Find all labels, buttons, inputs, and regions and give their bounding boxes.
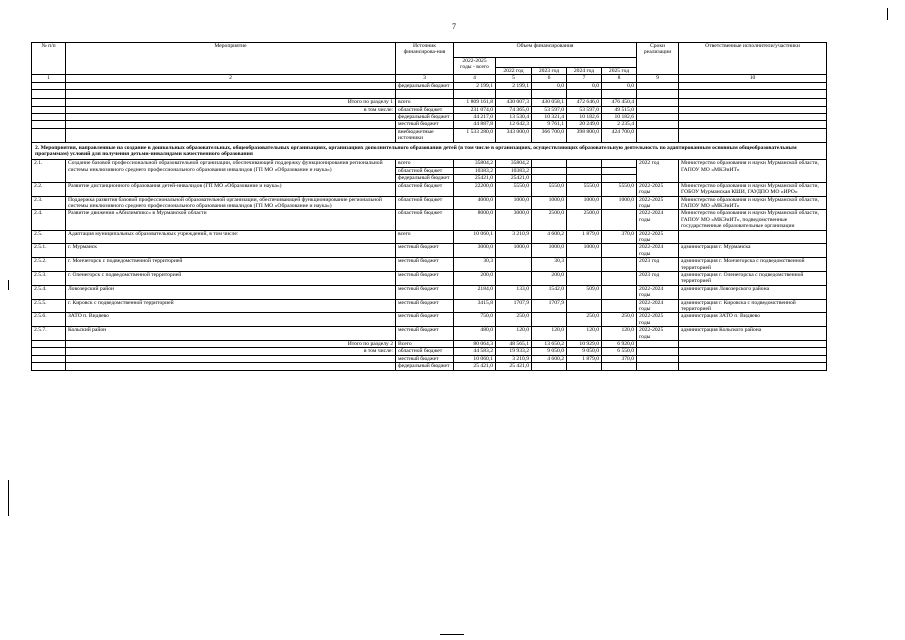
- table-body: [32, 82, 827, 370]
- summary-label: [66, 82, 396, 89]
- amount-total: 480,0: [454, 327, 496, 341]
- cell-empty: [32, 99, 66, 106]
- column-number: 5: [496, 75, 532, 82]
- amount-y2023: 200,0: [532, 271, 567, 285]
- amount-y2022: 2 199,1: [496, 82, 532, 89]
- header-year: 2025 год: [602, 68, 637, 75]
- implementation-terms: 2022-2024 годы: [637, 285, 679, 299]
- funding-source: местный бюджет: [396, 355, 454, 362]
- amount-y2024: 1 879,0: [567, 355, 602, 362]
- amount-y2024: 472 646,0: [567, 99, 602, 106]
- amount-y2022: 3 210,9: [496, 355, 532, 362]
- amount-y2022: 5550,0: [496, 182, 532, 196]
- row-number: 2.5.: [32, 230, 66, 244]
- funding-source: местный бюджет: [396, 258, 454, 272]
- table-row: [32, 285, 827, 299]
- margin-mark: [8, 280, 9, 290]
- amount-y2025: [602, 167, 637, 174]
- funding-source: местный бюджет: [396, 121, 454, 128]
- event-name: Создание базовой профессиональной образовательной организации, обеспечивающей поддержку функционирования региональной системы инклюзивного среднего профессионального образования инвалидов (ГП МО «Образование и наука»): [66, 160, 396, 182]
- cell-empty: [637, 90, 679, 99]
- amount-y2025: 0,0: [602, 82, 637, 89]
- column-number: 2: [66, 75, 396, 82]
- table-row: [32, 244, 827, 258]
- amount-y2025: 49 515,0: [602, 106, 637, 113]
- amount-y2023: [532, 160, 567, 167]
- amount-total: 8000,0: [454, 210, 496, 230]
- summary-label: [66, 363, 396, 370]
- amount-y2023: 1000,0: [532, 244, 567, 258]
- header-total: 2022-2025 годы - всего: [454, 58, 496, 75]
- amount-y2022: 48 565,1: [496, 341, 532, 348]
- amount-y2022: 13 530,4: [496, 114, 532, 121]
- cell-empty: [637, 114, 679, 121]
- amount-y2025: [602, 271, 637, 285]
- page-edge-mark: [887, 8, 888, 20]
- responsible-party: администрация Ловозерского района: [679, 285, 827, 299]
- cell-empty: [496, 90, 532, 99]
- cell-empty: [32, 82, 66, 89]
- amount-y2025: [602, 160, 637, 167]
- amount-y2024: 0,0: [567, 82, 602, 89]
- cell-empty: [637, 99, 679, 106]
- event-name: ЗАТО п. Видяево: [66, 313, 396, 327]
- column-number: 7: [567, 75, 602, 82]
- funding-source: местный бюджет: [396, 271, 454, 285]
- cell-empty: [679, 121, 827, 128]
- cell-empty: [637, 121, 679, 128]
- amount-y2022: 74 365,0: [496, 106, 532, 113]
- amount-y2024: 10 929,0: [567, 341, 602, 348]
- funding-source: областной бюджет: [396, 196, 454, 210]
- amount-y2025: 120,0: [602, 327, 637, 341]
- row-number: 2.5.1.: [32, 244, 66, 258]
- responsible-party: Министерство образования и науки Мурманской области, ГАПОУ МО «МКЭиИТ»: [679, 196, 827, 210]
- amount-y2022: 25 421,0: [496, 363, 532, 370]
- cell-empty: [679, 341, 827, 348]
- amount-total: 3415,8: [454, 299, 496, 313]
- summary-row: [32, 114, 827, 121]
- header-no: № п/п: [32, 43, 66, 75]
- funding-source: всего: [396, 230, 454, 244]
- cell-empty: [396, 90, 454, 99]
- amount-y2024: 250,0: [567, 313, 602, 327]
- amount-y2025: 5550,0: [602, 182, 637, 196]
- summary-row: [32, 99, 827, 106]
- amount-y2022: [496, 258, 532, 272]
- summary-label: Итого по разделу 1: [66, 99, 396, 106]
- summary-row: [32, 121, 827, 128]
- event-name: Кольский район: [66, 327, 396, 341]
- amount-y2024: [567, 175, 602, 182]
- amount-y2025: [602, 258, 637, 272]
- amount-y2022: 25421,0: [496, 175, 532, 182]
- amount-y2025: [602, 285, 637, 299]
- implementation-terms: 2022-2025 годы: [637, 196, 679, 210]
- event-name: Развитие движения «Абилимпикс» в Мурманской области: [66, 210, 396, 230]
- amount-total: 30,3: [454, 258, 496, 272]
- amount-y2022: [496, 271, 532, 285]
- amount-y2025: 476 450,4: [602, 99, 637, 106]
- cell-empty: [679, 82, 827, 89]
- amount-y2023: 13 650,2: [532, 341, 567, 348]
- column-numbers-row: [32, 75, 827, 82]
- cell-empty: [66, 90, 396, 99]
- amount-total: 10383,2: [454, 167, 496, 174]
- amount-total: 2184,0: [454, 285, 496, 299]
- funding-source: областной бюджет: [396, 348, 454, 355]
- amount-y2022: 250,0: [496, 313, 532, 327]
- header-year: 2023 год: [532, 68, 567, 75]
- amount-y2023: 30,3: [532, 258, 567, 272]
- amount-total: 44 217,0: [454, 114, 496, 121]
- funding-source: областной бюджет: [396, 182, 454, 196]
- implementation-terms: 2022-2024 годы: [637, 299, 679, 313]
- amount-y2025: 10 182,6: [602, 114, 637, 121]
- amount-y2022: 1000,0: [496, 196, 532, 210]
- amount-total: 35804,2: [454, 160, 496, 167]
- amount-total: 4000,0: [454, 196, 496, 210]
- funding-source: местный бюджет: [396, 313, 454, 327]
- amount-y2023: 2500,0: [532, 210, 567, 230]
- table-row: [32, 160, 827, 167]
- event-name: г. Оленегорск с подведомственной территорией: [66, 271, 396, 285]
- amount-y2023: 430 058,1: [532, 99, 567, 106]
- amount-y2023: [532, 167, 567, 174]
- funding-source: местный бюджет: [396, 327, 454, 341]
- amount-y2024: 9 050,0: [567, 348, 602, 355]
- table-row: [32, 210, 827, 230]
- cell-empty: [637, 341, 679, 348]
- amount-total: 200,0: [454, 271, 496, 285]
- amount-y2023: [532, 175, 567, 182]
- column-number: 4: [454, 75, 496, 82]
- column-number: 9: [637, 75, 679, 82]
- responsible-party: Министерство образования и науки Мурманской области, ГАПОУ МО «МКЭиИТ»: [679, 160, 827, 182]
- amount-total: 750,0: [454, 313, 496, 327]
- funding-source: федеральный бюджет: [396, 114, 454, 121]
- amount-y2023: 1000,0: [532, 196, 567, 210]
- funding-source: местный бюджет: [396, 285, 454, 299]
- summary-row: [32, 106, 827, 113]
- table-row: [32, 313, 827, 327]
- cell-empty: [637, 106, 679, 113]
- amount-y2023: 1707,9: [532, 299, 567, 313]
- amount-y2022: 120,0: [496, 327, 532, 341]
- event-name: г. Кировск с подведомственной территорией: [66, 299, 396, 313]
- cell-empty: [32, 121, 66, 128]
- summary-label: в том числе:: [66, 106, 396, 113]
- cell-empty: [32, 363, 66, 370]
- amount-y2025: [602, 244, 637, 258]
- column-number: 6: [532, 75, 567, 82]
- amount-y2024: 120,0: [567, 327, 602, 341]
- event-name: г. Мурманск: [66, 244, 396, 258]
- header-resp: Ответственные исполнители/участники: [679, 43, 827, 75]
- column-number: 10: [679, 75, 827, 82]
- amount-y2023: 1542,0: [532, 285, 567, 299]
- amount-total: 25421,0: [454, 175, 496, 182]
- cell-empty: [32, 341, 66, 348]
- responsible-party: администрация Кольского района: [679, 327, 827, 341]
- amount-y2022: 10383,2: [496, 167, 532, 174]
- section-title-row: [32, 142, 827, 160]
- summary-row: [32, 341, 827, 348]
- responsible-party: администрация г. Мончегорска с подведомственной территорией: [679, 258, 827, 272]
- amount-y2023: 4 600,2: [532, 355, 567, 362]
- column-number: 8: [602, 75, 637, 82]
- row-number: 2.5.7.: [32, 327, 66, 341]
- responsible-party: администрация ЗАТО п. Видяево: [679, 313, 827, 327]
- amount-total: 25 421,0: [454, 363, 496, 370]
- amount-y2024: 20 249,0: [567, 121, 602, 128]
- summary-label: Итого по разделу 2: [66, 341, 396, 348]
- margin-mark: [8, 480, 9, 516]
- table-row: [32, 271, 827, 285]
- cell-empty: [32, 355, 66, 362]
- cell-empty: [32, 90, 66, 99]
- amount-y2024: 2500,0: [567, 210, 602, 230]
- cell-empty: [679, 106, 827, 113]
- amount-y2023: 4 600,2: [532, 230, 567, 244]
- cell-empty: [532, 90, 567, 99]
- implementation-terms: 2022-2025 годы: [637, 327, 679, 341]
- footer-mark: [440, 634, 464, 635]
- amount-y2025: 1000,0: [602, 196, 637, 210]
- row-number: 2.2.: [32, 182, 66, 196]
- amount-y2023: 53 597,0: [532, 106, 567, 113]
- amount-y2025: 424 700,0: [602, 128, 637, 142]
- amount-y2024: 5550,0: [567, 182, 602, 196]
- cell-empty: [602, 90, 637, 99]
- amount-y2022: 19 933,2: [496, 348, 532, 355]
- amount-y2023: 9 761,1: [532, 121, 567, 128]
- table-header: [32, 43, 827, 83]
- event-name: Развитие дистанционного образования детей-инвалидов (ГП МО «Образование и наука»): [66, 182, 396, 196]
- amount-y2023: 5550,0: [532, 182, 567, 196]
- table-row: [32, 230, 827, 244]
- responsible-party: администрация г. Кировска с подведомственной территорией: [679, 299, 827, 313]
- responsible-party: администрация г. Мурманска: [679, 244, 827, 258]
- row-number: 2.5.3.: [32, 271, 66, 285]
- amount-y2023: [532, 313, 567, 327]
- column-number: 1: [32, 75, 66, 82]
- header-year: 2022 год: [496, 68, 532, 75]
- amount-y2023: 10 321,4: [532, 114, 567, 121]
- cell-empty: [32, 114, 66, 121]
- funding-source: областной бюджет: [396, 167, 454, 174]
- amount-y2024: 10 182,6: [567, 114, 602, 121]
- implementation-terms: 2022-2025 годы: [637, 182, 679, 196]
- funding-source: федеральный бюджет: [396, 82, 454, 89]
- funding-source: областной бюджет: [396, 210, 454, 230]
- amount-y2022: 3000,0: [496, 210, 532, 230]
- amount-y2024: 1 879,0: [567, 230, 602, 244]
- table-row: [32, 196, 827, 210]
- funding-source: федеральный бюджет: [396, 363, 454, 370]
- cell-empty: [637, 128, 679, 142]
- row-number: 2.1.: [32, 160, 66, 182]
- cell-empty: [637, 355, 679, 362]
- amount-y2022: 1707,9: [496, 299, 532, 313]
- header-event: Мероприятие: [66, 43, 396, 75]
- amount-total: 3000,0: [454, 244, 496, 258]
- funding-source: местный бюджет: [396, 299, 454, 313]
- section-title: 2. Мероприятия, направленные на создание в дошкольных образовательных, общеобразовательных организациях, организациях дополнительного образования детей (в том числе в организациях, осуществляющих образовательную деятельность по адаптированным основным общеобразовательным программам) условий для получения детьми-инвалидами качественного образования: [32, 142, 827, 160]
- table-row: [32, 299, 827, 313]
- spacer-row: [32, 90, 827, 99]
- financing-table: [31, 42, 827, 371]
- amount-y2024: [567, 363, 602, 370]
- amount-y2024: 509,0: [567, 285, 602, 299]
- amount-y2022: 430 007,3: [496, 99, 532, 106]
- summary-label: [66, 114, 396, 121]
- row-number: 2.4.: [32, 210, 66, 230]
- row-number: 2.5.4.: [32, 285, 66, 299]
- amount-y2025: 6 920,0: [602, 341, 637, 348]
- page-number: 7: [452, 22, 456, 31]
- cell-empty: [567, 90, 602, 99]
- column-number: 3: [396, 75, 454, 82]
- summary-label: [66, 121, 396, 128]
- amount-y2025: 6 550,0: [602, 348, 637, 355]
- cell-empty: [679, 348, 827, 355]
- row-number: 2.5.2.: [32, 258, 66, 272]
- implementation-terms: 2022 год: [637, 160, 679, 182]
- amount-y2024: 53 597,0: [567, 106, 602, 113]
- cell-empty: [679, 128, 827, 142]
- amount-y2025: [602, 175, 637, 182]
- amount-y2022: 343 000,0: [496, 128, 532, 142]
- cell-empty: [637, 363, 679, 370]
- event-name: г. Мончегорск с подведомственной территорией: [66, 258, 396, 272]
- amount-y2023: 120,0: [532, 327, 567, 341]
- implementation-terms: 2022-2025 годы: [637, 313, 679, 327]
- implementation-terms: 2022-2025 годы: [637, 230, 679, 244]
- summary-row: [32, 363, 827, 370]
- amount-y2023: [532, 363, 567, 370]
- header-terms: Сроки реализации: [637, 43, 679, 75]
- summary-row: [32, 355, 827, 362]
- table-row: [32, 327, 827, 341]
- amount-y2023: 366 700,0: [532, 128, 567, 142]
- amount-y2022: 12 642,3: [496, 121, 532, 128]
- cell-empty: [637, 82, 679, 89]
- cell-empty: [454, 90, 496, 99]
- cell-empty: [32, 128, 66, 142]
- funding-source: внебюджетные источники: [396, 128, 454, 142]
- amount-total: 2 199,1: [454, 82, 496, 89]
- amount-y2025: 2 235,4: [602, 121, 637, 128]
- implementation-terms: 2022-2024 годы: [637, 210, 679, 230]
- amount-total: 80 064,3: [454, 341, 496, 348]
- cell-empty: [679, 99, 827, 106]
- amount-y2025: [602, 299, 637, 313]
- event-name: Поддержка развития базовой профессиональной образовательной организации, обеспечивающей функционирование региональной системы инклюзивного среднего профессионального образования инвалидов (ГП МО «Образование и наука»): [66, 196, 396, 210]
- amount-total: 44 887,8: [454, 121, 496, 128]
- funding-source: всего: [396, 99, 454, 106]
- amount-y2022: 133,0: [496, 285, 532, 299]
- table-row: [32, 258, 827, 272]
- event-name: Адаптация муниципальных образовательных учреждений, в том числе:: [66, 230, 396, 244]
- summary-row: [32, 348, 827, 355]
- implementation-terms: 2023 год: [637, 271, 679, 285]
- summary-label: в том числе:: [66, 348, 396, 355]
- amount-total: 231 074,0: [454, 106, 496, 113]
- amount-total: 10 060,1: [454, 230, 496, 244]
- amount-y2022: 1000,0: [496, 244, 532, 258]
- amount-y2023: 0,0: [532, 82, 567, 89]
- amount-y2025: 250,0: [602, 313, 637, 327]
- amount-y2024: [567, 258, 602, 272]
- funding-source: федеральный бюджет: [396, 175, 454, 182]
- amount-y2025: [602, 210, 637, 230]
- responsible-party: администрация г. Оленегорска с подведомственной территорией: [679, 271, 827, 285]
- amount-total: 10 060,1: [454, 355, 496, 362]
- summary-label: [66, 355, 396, 362]
- implementation-terms: 2023 год: [637, 258, 679, 272]
- amount-y2023: 9 050,0: [532, 348, 567, 355]
- amount-y2024: [567, 271, 602, 285]
- funding-source: местный бюджет: [396, 244, 454, 258]
- amount-y2022: 35804,2: [496, 160, 532, 167]
- cell-empty: [679, 363, 827, 370]
- header-year: 2024 год: [567, 68, 602, 75]
- amount-y2024: 1000,0: [567, 196, 602, 210]
- funding-source: областной бюджет: [396, 106, 454, 113]
- header-source: Источник финансирова-ния: [396, 43, 454, 75]
- amount-y2025: 370,0: [602, 230, 637, 244]
- amount-y2025: 370,0: [602, 355, 637, 362]
- cell-empty: [637, 348, 679, 355]
- cell-empty: [32, 348, 66, 355]
- amount-total: 1 533 280,0: [454, 128, 496, 142]
- row-number: 2.3.: [32, 196, 66, 210]
- responsible-party: Министерство образования и науки Мурманской области, ГОБОУ Мурманская КШИ, ГАУДПО МО «ИРО»: [679, 182, 827, 196]
- cell-empty: [32, 106, 66, 113]
- cell-empty: [679, 114, 827, 121]
- responsible-party: Министерство образования и науки Мурманской области, ГАПОУ МО «МКЭиИТ», подведомственные государственные образовательные организации: [679, 210, 827, 230]
- summary-row: [32, 82, 827, 89]
- implementation-terms: 2022-2024 годы: [637, 244, 679, 258]
- funding-source: Всего: [396, 341, 454, 348]
- amount-y2022: 3 210,9: [496, 230, 532, 244]
- event-name: Ловозерский район: [66, 285, 396, 299]
- cell-empty: [679, 90, 827, 99]
- amount-y2024: 398 800,0: [567, 128, 602, 142]
- funding-source: всего: [396, 160, 454, 167]
- amount-y2024: [567, 167, 602, 174]
- summary-row: [32, 128, 827, 142]
- amount-y2024: [567, 160, 602, 167]
- amount-y2024: 1000,0: [567, 244, 602, 258]
- responsible-party: [679, 230, 827, 244]
- amount-total: 22200,0: [454, 182, 496, 196]
- amount-y2024: [567, 299, 602, 313]
- header-years-group: [496, 58, 637, 68]
- table-row: [32, 182, 827, 196]
- row-number: 2.5.6.: [32, 313, 66, 327]
- header-volume: Объем финансирования: [454, 43, 637, 58]
- summary-label: [66, 128, 396, 142]
- amount-total: 1 809 161,8: [454, 99, 496, 106]
- amount-y2025: [602, 363, 637, 370]
- row-number: 2.5.5.: [32, 299, 66, 313]
- cell-empty: [679, 355, 827, 362]
- amount-total: 44 583,2: [454, 348, 496, 355]
